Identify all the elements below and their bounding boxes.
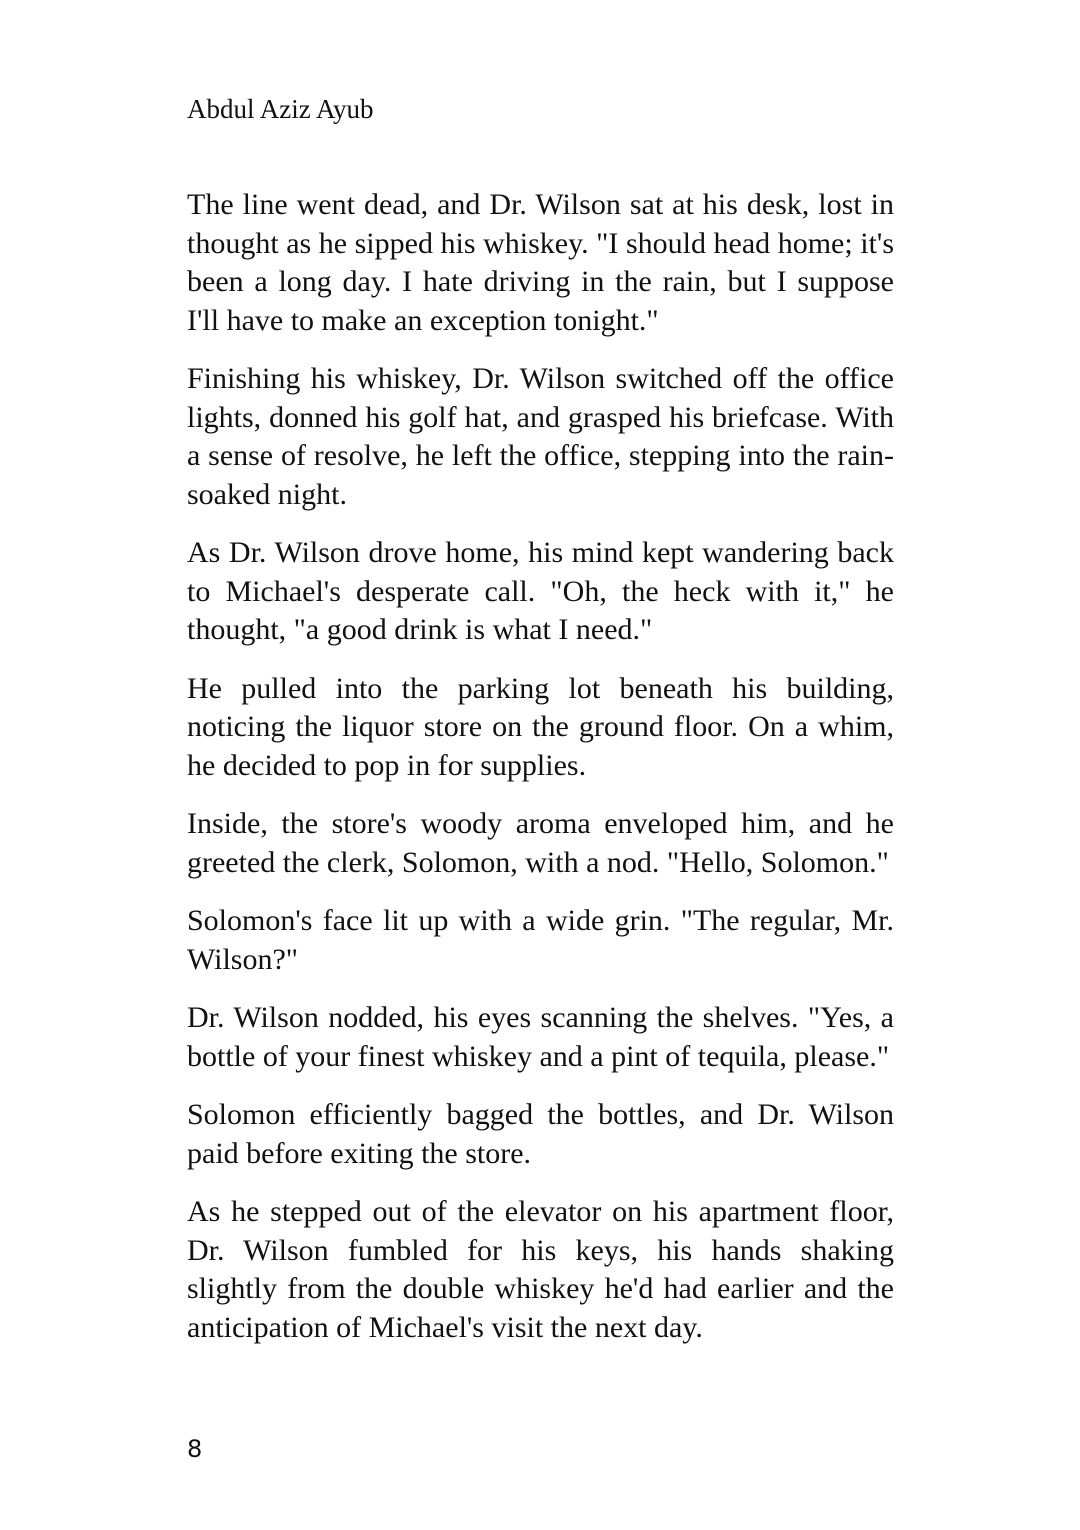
paragraph-9: As he stepped out of the elevator on his apartment floor, Dr. Wilson fumbled for his keys, his hands shaking slightly from the double whiskey he'd had earlier and the anticipation of Michael's visit the next day.: [187, 1195, 894, 1344]
running-header-author: Abdul Aziz Ayub: [187, 94, 374, 124]
paragraph-7: Dr. Wilson nodded, his eyes scanning the shelves. "Yes, a bottle of your finest whiskey and a pint of tequila, please.": [187, 1001, 894, 1073]
paragraph-2: Finishing his whiskey, Dr. Wilson switched off the office lights, donned his golf hat, and grasped his briefcase. With a sense of resolve, he left the office, stepping into the rain-soaked night.: [187, 362, 894, 511]
body-text: [187, 186, 894, 1367]
paragraph-6: Solomon's face lit up with a wide grin. "The regular, Mr. Wilson?": [187, 904, 894, 976]
paragraph-1: The line went dead, and Dr. Wilson sat at his desk, lost in thought as he sipped his whiskey. "I should head home; it's been a long day. I hate driving in the rain, but I suppose I'll have to make an exception tonight.": [187, 188, 894, 337]
paragraph-5: Inside, the store's woody aroma enveloped him, and he greeted the clerk, Solomon, with a nod. "Hello, Solomon.": [187, 807, 894, 879]
paragraph-8: Solomon efficiently bagged the bottles, and Dr. Wilson paid before exiting the store.: [187, 1098, 894, 1170]
paragraph-3: As Dr. Wilson drove home, his mind kept wandering back to Michael's desperate call. "Oh, the heck with it," he thought, "a good drink is what I need.": [187, 536, 894, 646]
page-number: 8: [187, 1435, 203, 1463]
paragraph-4: He pulled into the parking lot beneath his building, noticing the liquor store on the ground floor. On a whim, he decided to pop in for supplies.: [187, 671, 894, 782]
